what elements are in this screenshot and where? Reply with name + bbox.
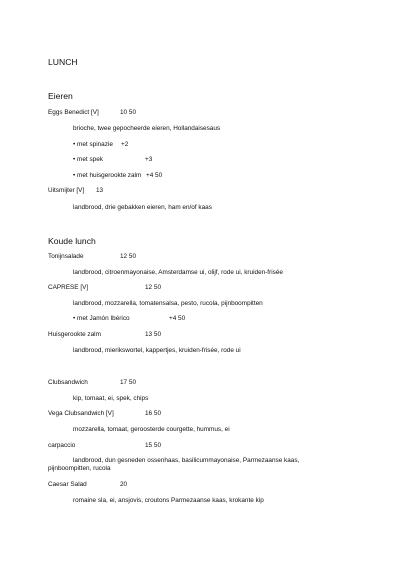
extra-price: +3 [145, 156, 153, 163]
extra-price: +2 [121, 141, 129, 148]
item-name: Caesar Salad [48, 481, 87, 488]
item-name: Vega Clubsandwich [V] [48, 410, 114, 417]
item-price: 13 [96, 187, 104, 194]
item-price: 17 50 [120, 379, 136, 386]
item-description: landbrood, mierikswortel, kappertjes, kruiden-frisée, rode ui [73, 347, 241, 354]
item-name: CAPRESE [V] [48, 284, 89, 291]
item-name: Tonijnsalade [48, 253, 84, 260]
item-description: landbrood, drie gebakken eieren, ham en/of kaas [73, 204, 212, 211]
extra-price: +4 50 [169, 315, 186, 322]
item-name: Uitsmijter [V] [48, 187, 85, 194]
section-heading-eieren: Eieren [48, 91, 73, 101]
extra-name: • met huisgerookte zalm [73, 172, 142, 179]
item-name: Clubsandwich [48, 379, 88, 386]
item-description: landbrood, mozzarella, tomatensalsa, pesto, rucola, pijnboompitten [73, 300, 263, 307]
item-description: mozzarella, tomaat, geroosterde courgette, hummus, ei [73, 426, 230, 433]
extra-name: • met spek [73, 156, 103, 163]
item-price: 10 50 [120, 109, 136, 116]
extra-price: +4 50 [146, 172, 163, 179]
item-description: brioche, twee gepocheerde eieren, Hollandaisesaus [73, 125, 221, 132]
item-price: 16 50 [145, 410, 161, 417]
item-description: romaine sla, ei, ansjovis, croutons Parmezaanse kaas, krokante kip [73, 497, 264, 504]
item-name: carpaccio [48, 442, 76, 449]
item-name: Huisgerookte zalm [48, 331, 101, 338]
item-name: Eggs Benedict [V] [48, 109, 99, 116]
section-heading-koude-lunch: Koude lunch [48, 236, 96, 246]
item-description: landbrood, dun gesneden ossenhaas, basilicummayonaise, Parmezaanse kaas, pijnboompitten, rucola [48, 457, 300, 472]
item-price: 15 50 [145, 442, 161, 449]
item-description: landbrood, citroenmayonaise, Amsterdamse ui, olijf, rode ui, kruiden-frisée [73, 269, 283, 276]
item-price: 12 50 [145, 284, 161, 291]
item-price: 20 [120, 481, 128, 488]
extra-name: • met Jamón Ibérico [73, 315, 130, 322]
item-description: kip, tomaat, ei, spek, chips [73, 395, 149, 402]
item-price: 13 50 [145, 331, 161, 338]
item-price: 12 50 [120, 253, 136, 260]
extra-name: • met spinazie [73, 141, 113, 148]
page-title: LUNCH [48, 57, 78, 67]
